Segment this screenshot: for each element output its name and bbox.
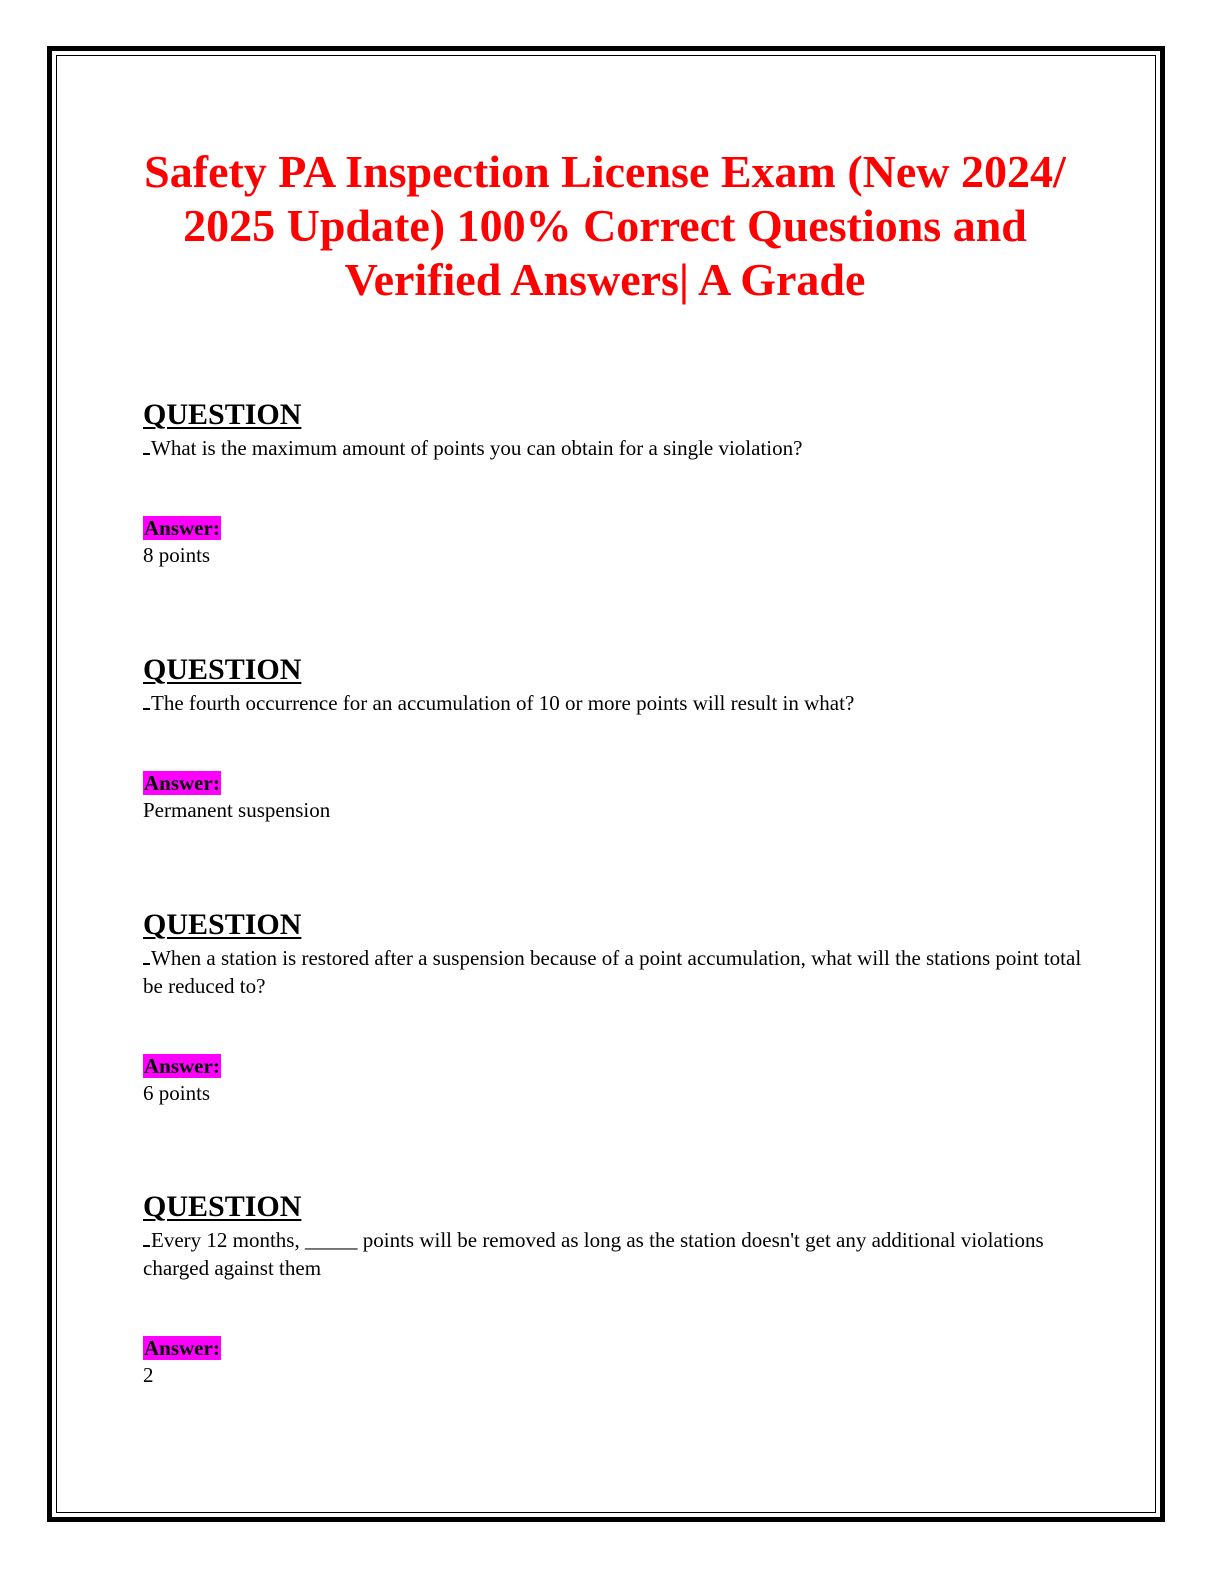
qa-item bbox=[143, 910, 1083, 1106]
document-title: Safety PA Inspection License Exam (New 2024/ 2025 Update) 100% Correct Questions and Verified Answers| A Grade bbox=[144, 146, 1066, 305]
question-heading: QUESTION bbox=[143, 653, 302, 686]
question-dash bbox=[143, 949, 150, 965]
qa-item bbox=[143, 1192, 1083, 1388]
question-heading: QUESTION bbox=[143, 398, 302, 431]
question-text-content: When a station is restored after a suspension because of a point accumulation, what will the stations point total be reduced to? bbox=[143, 946, 1082, 998]
answer-text: 2 bbox=[143, 1363, 154, 1387]
question-heading: QUESTION bbox=[143, 908, 302, 941]
answer-label: Answer: bbox=[144, 1336, 220, 1360]
question-text-content: The fourth occurrence for an accumulation of 10 or more points will result in what? bbox=[151, 691, 855, 715]
answer-label: Answer: bbox=[144, 516, 220, 540]
question-dash bbox=[143, 694, 150, 710]
answer-text: Permanent suspension bbox=[143, 798, 331, 822]
question-heading: QUESTION bbox=[143, 1190, 302, 1223]
question-dash bbox=[143, 439, 150, 455]
question-text-content: What is the maximum amount of points you can obtain for a single violation? bbox=[151, 436, 803, 460]
question-text bbox=[143, 1226, 1083, 1282]
question-text bbox=[143, 689, 1083, 717]
answer-text: 8 points bbox=[143, 543, 211, 567]
qa-item bbox=[143, 400, 1083, 568]
question-dash bbox=[143, 1231, 150, 1247]
answer-text: 6 points bbox=[143, 1081, 211, 1105]
question-text-content: Every 12 months, _____ points will be removed as long as the station doesn't get any additional violations charged against them bbox=[143, 1228, 1044, 1280]
answer-label: Answer: bbox=[144, 771, 220, 795]
qa-item bbox=[143, 655, 1083, 823]
question-text bbox=[143, 434, 1083, 462]
answer-label: Answer: bbox=[144, 1054, 220, 1078]
question-text bbox=[143, 944, 1083, 1000]
